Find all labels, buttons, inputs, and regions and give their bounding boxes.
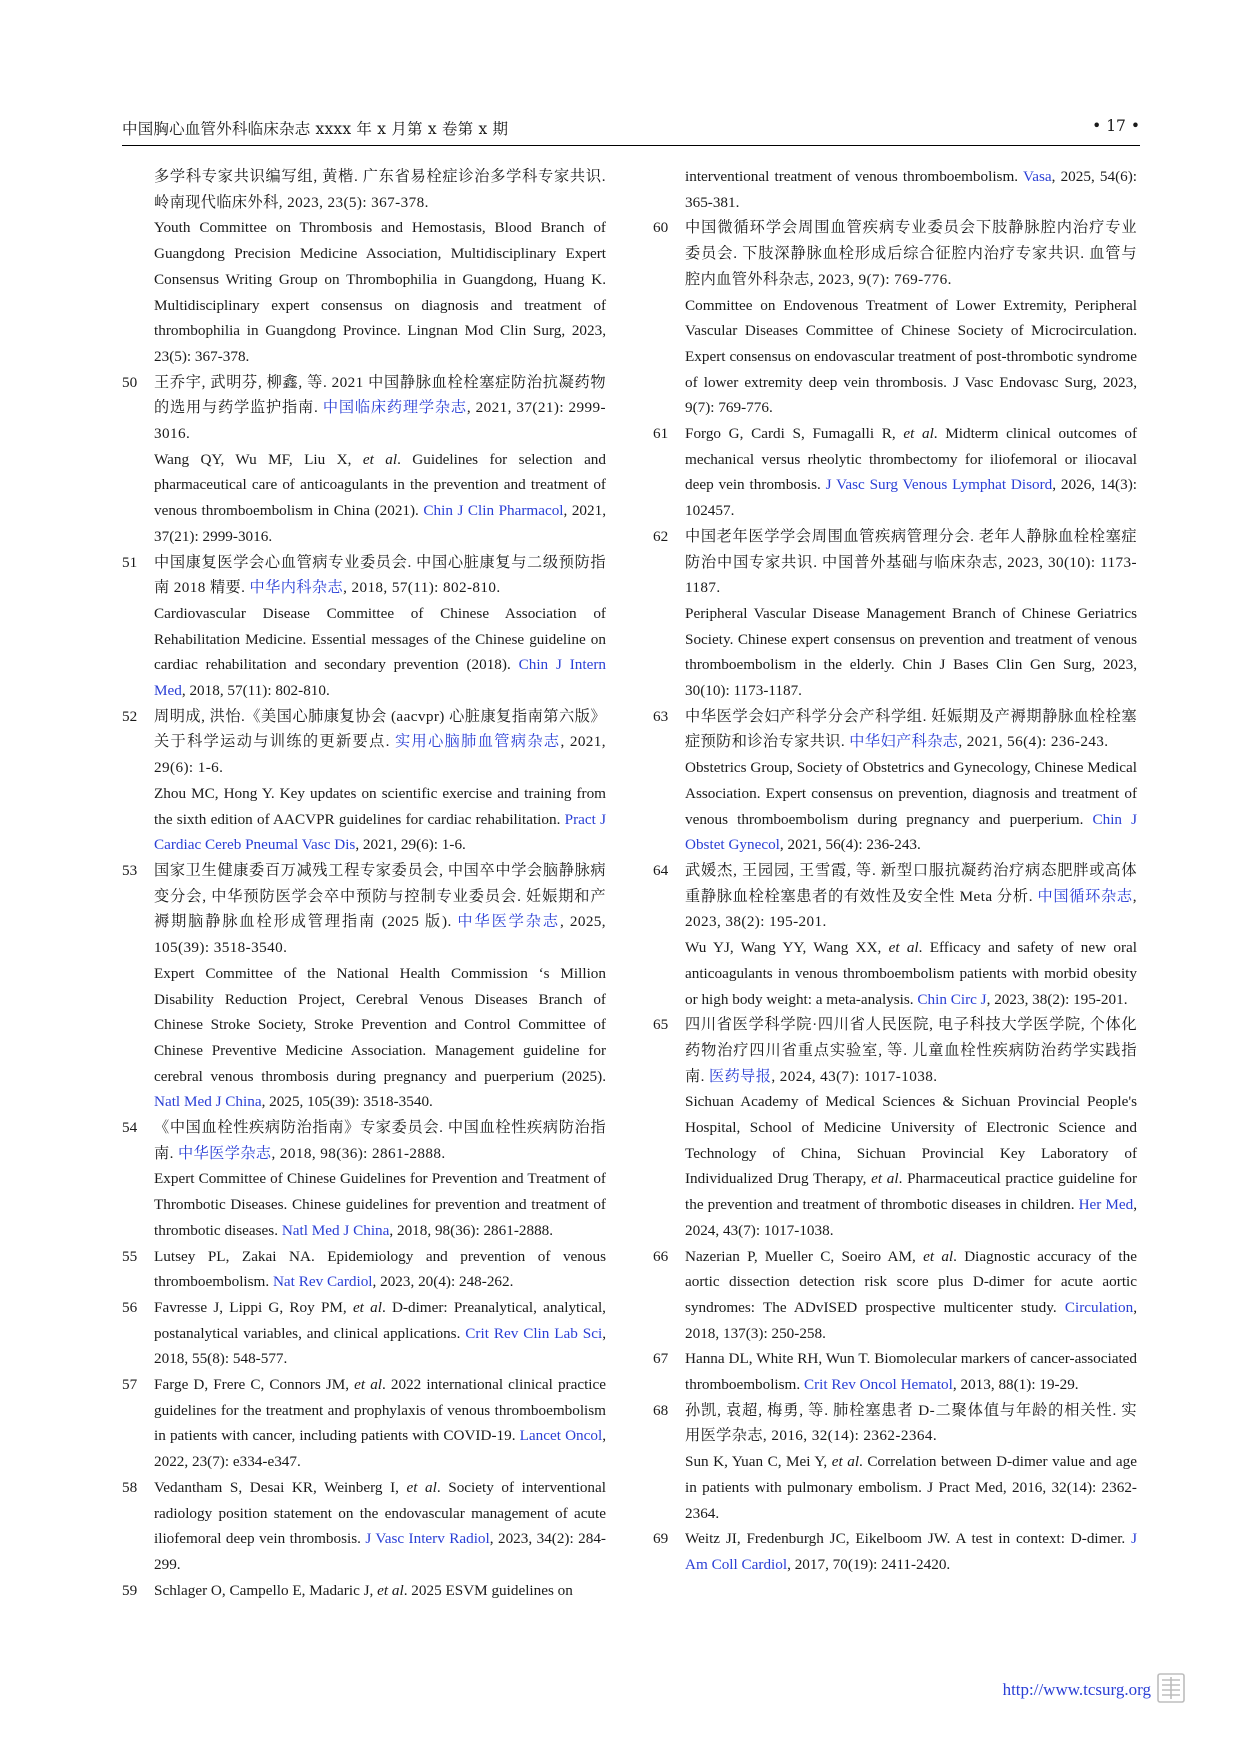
reference-entry — [122, 164, 606, 370]
journal-link[interactable]: Chin J Clin Pharmacol — [423, 502, 564, 520]
journal-link[interactable]: Chin J Intern Med — [154, 656, 606, 700]
reference-number: 50 — [122, 373, 138, 391]
reference-entry — [653, 1398, 1137, 1527]
citation-chinese — [685, 1012, 1137, 1089]
et-al-text: et al — [362, 450, 398, 468]
reference-number: 65 — [653, 1016, 669, 1034]
citation-text: 孙凯, 袁超, 梅勇, 等. 肺栓塞患者 D-二聚体值与年龄的相关性. 实用医学杂志, 2016, 32(14): 2362-2364. — [685, 1401, 1137, 1445]
reference-number: 63 — [653, 707, 669, 725]
journal-link[interactable]: 中华医学杂志 — [177, 1144, 272, 1162]
reference-entry — [653, 1526, 1137, 1577]
reference-entry — [653, 215, 1137, 421]
reference-number: 69 — [653, 1530, 669, 1548]
citation-chinese — [154, 1115, 606, 1166]
journal-logo-icon — [1156, 1672, 1186, 1704]
citation-text: 中国康复医学会心血管病专业委员会. 中国心脏康复与二级预防指南 2018 精要. — [154, 553, 606, 597]
citation-english — [685, 164, 1137, 215]
citation-text: Weitz JI, Fredenburgh JC, Eikelboom JW. A test in context: D-dimer. — [685, 1530, 1132, 1548]
citation-chinese — [154, 370, 606, 447]
citation-text: , 2025, 105(39): 3518-3540. — [261, 1093, 433, 1111]
citation-chinese — [685, 1398, 1137, 1449]
et-al-text: et al — [352, 1298, 382, 1316]
citation-english — [685, 293, 1137, 422]
citation-text: , 2022, 23(7): e334-e347. — [154, 1427, 606, 1471]
et-al-text: et al — [871, 1170, 899, 1188]
citation-english — [154, 601, 606, 704]
journal-link[interactable]: Chin J Obstet Gynecol — [685, 810, 1138, 854]
journal-link[interactable]: 中国临床药理学杂志 — [322, 399, 467, 417]
citation-text: , 2025, 54(6): 365-381. — [685, 168, 1137, 211]
journal-link[interactable]: J Am Coll Cardiol — [685, 1530, 1137, 1573]
citation-text: , 2017, 70(19): 2411-2420. — [787, 1555, 951, 1573]
journal-link[interactable]: J Vasc Interv Radiol — [365, 1530, 490, 1548]
et-al-text: et al — [377, 1581, 404, 1599]
citation-chinese — [685, 524, 1137, 601]
reference-entry — [653, 524, 1137, 704]
citation-text: 中国微循环学会周围血管疾病专业委员会下肢静脉腔内治疗专业委员会. 下肢深静脉血栓形成后综合征腔内治疗专家共识. 血管与腔内血管外科杂志, 2023, 9(7): 769-776. — [685, 219, 1137, 288]
citation-text: Vedantham S, Desai KR, Weinberg I, — [154, 1478, 407, 1496]
citation-english — [154, 1578, 606, 1604]
citation-text: . Diagnostic accuracy of the aortic dissection detection risk score plus D-dimer for acute aortic syndromes: The ADvISED prospective multicenter study. — [685, 1247, 1137, 1316]
journal-link[interactable]: 实用心脑肺血管病杂志 — [395, 733, 561, 751]
citation-text: 四川省医学科学院·四川省人民医院, 电子科技大学医学院, 个体化药物治疗四川省重点实验室, 等. 儿童血栓性疾病防治药学实践指南. — [685, 1016, 1137, 1085]
citation-text: Schlager O, Campello E, Madaric J, — [154, 1581, 378, 1599]
citation-text: , 2021, 56(4): 236-243. — [779, 836, 921, 854]
journal-link[interactable]: J Vasc Surg Venous Lymphat Disord — [825, 476, 1053, 494]
citation-text: , 2018, 98(36): 2861-2888. — [389, 1221, 554, 1239]
citation-text: , 2024, 43(7): 1017-1038. — [685, 1196, 1138, 1239]
citation-text: Obstetrics Group, Society of Obstetrics and Gynecology, Chinese Medical Association. Expert consensus on prevention, diagnosis and treatment of venous thromboembolism during pregnancy and puerperium. — [685, 759, 1138, 828]
citation-text: Expert Committee of Chinese Guidelines for Prevention and Treatment of Thrombotic Diseases. Chinese guidelines for prevention and treatment of thrombotic diseases. — [154, 1170, 606, 1239]
citation-english — [154, 1166, 606, 1243]
citation-text: , 2024, 43(7): 1017-1038. — [771, 1067, 938, 1085]
citation-text: , 2023, 38(2): 195-201. — [986, 990, 1128, 1008]
reference-number: 64 — [653, 861, 669, 879]
reference-entry — [122, 1475, 606, 1578]
citation-text: Wu YJ, Wang YY, Wang XX, — [685, 939, 889, 957]
citation-text: , 2018, 98(36): 2861-2888. — [271, 1144, 446, 1162]
et-al-text: et al — [831, 1453, 860, 1471]
citation-text: , 2021, 29(6): 1-6. — [355, 836, 466, 854]
citation-text: , 2021, 29(6): 1-6. — [154, 733, 606, 777]
citation-text: , 2018, 57(11): 802-810. — [343, 579, 501, 597]
reference-number: 51 — [122, 553, 138, 571]
citation-text: interventional treatment of venous thromboembolism. — [685, 168, 1023, 185]
citation-english — [685, 1526, 1137, 1577]
reference-entry — [653, 858, 1137, 1012]
citation-english — [685, 1346, 1137, 1397]
reference-number: 55 — [122, 1247, 138, 1265]
citation-text: Zhou MC, Hong Y. Key updates on scientific exercise and training from the sixth edition of AACVPR guidelines for cardiac rehabilitation. — [154, 784, 606, 828]
reference-entry — [653, 164, 1137, 215]
journal-link[interactable]: Pract J Cardiac Cereb Pneumal Vasc Dis — [154, 810, 607, 854]
citation-text: Youth Committee on Thrombosis and Hemostasis, Blood Branch of Guangdong Precision Medicine Association, Multidisciplinary Expert Consensus Writing Group on Thrombophilia in Guangdong, Huang K. Multidisciplinary expert consensus on diagnosis and treatment of thrombophilia in Guangdong Province. Lingnan Mod Clin Surg, 2023, 23(5): 367-378. — [154, 219, 606, 365]
journal-website-link[interactable]: http://www.tcsurg.org — [1002, 1680, 1151, 1699]
citation-text: . 2022 international clinical practice guidelines for the treatment and prophylaxis of venous thromboembolism in patients with cancer, including patients with COVID-19. — [154, 1376, 606, 1445]
reference-entry — [122, 1244, 606, 1295]
journal-link[interactable]: Natl Med J China — [154, 1093, 262, 1111]
reference-entry — [122, 550, 606, 704]
running-header — [122, 117, 1140, 146]
journal-link[interactable]: 中国循环杂志 — [1037, 887, 1133, 905]
citation-text: , 2018, 57(11): 802-810. — [181, 682, 330, 700]
citation-english — [685, 1449, 1137, 1526]
citation-english — [154, 447, 606, 550]
et-al-text: et al — [406, 1478, 437, 1496]
reference-number: 58 — [122, 1478, 138, 1496]
reference-column-left — [122, 164, 606, 1603]
citation-text: Forgo G, Cardi S, Fumagalli R, — [685, 425, 904, 443]
reference-entry — [653, 421, 1137, 524]
citation-english — [154, 215, 606, 369]
citation-text: . Guidelines for selection and pharmaceutical care of anticoagulants in the prevention and treatment of venous thromboembolism in China (2021). — [154, 450, 606, 520]
citation-text: Sichuan Academy of Medical Sciences & Sichuan Provincial People's Hospital, School of Medicine University of Electronic Science and Technology of China, Sichuan Provincial Key Laboratory of Individualized Drug Therapy, — [685, 1093, 1137, 1188]
citation-chinese — [154, 858, 606, 961]
citation-text: , 2018, 137(3): 250-258. — [685, 1298, 1137, 1342]
et-al-text: et al — [354, 1376, 383, 1394]
citation-english — [685, 755, 1137, 858]
citation-english — [685, 1244, 1137, 1347]
reference-entry — [653, 1346, 1137, 1397]
citation-text: 周明成, 洪怡.《美国心肺康复协会 (aacvpr) 心脏康复指南第六版》关于科学运动与训练的更新要点. — [154, 707, 606, 751]
reference-number: 66 — [653, 1247, 669, 1265]
citation-text: 王乔宇, 武明芬, 柳鑫, 等. 2021 中国静脉血栓栓塞症防治抗凝药物的选用与药学监护指南. — [154, 373, 606, 417]
reference-number: 56 — [122, 1298, 138, 1316]
journal-link[interactable]: 医药导报 — [708, 1067, 772, 1085]
reference-number: 53 — [122, 861, 138, 879]
journal-link[interactable]: Nat Rev Cardiol — [272, 1273, 373, 1291]
citation-chinese — [685, 704, 1137, 755]
citation-text: 武媛杰, 王园园, 王雪霞, 等. 新型口服抗凝药治疗病态肥胖或高体重静脉血栓栓塞患者的有效性及安全性 Meta 分析. — [685, 861, 1137, 905]
reference-entry — [653, 1012, 1137, 1243]
citation-text: Committee on Endovenous Treatment of Lower Extremity, Peripheral Vascular Diseases Committee of Chinese Society of Microcirculation. Expert consensus on endovascular treatment of post-thrombotic syndrome of lower extremity deep vein thrombosis. J Vasc Endovasc Surg, 2023, 9(7): 769-776. — [685, 296, 1137, 417]
citation-text: , 2023, 20(4): 248-262. — [372, 1273, 514, 1291]
citation-text: Wang QY, Wu MF, Liu X, — [154, 450, 363, 468]
reference-entry — [122, 1372, 606, 1475]
citation-text: , 2021, 37(21): 2999-3016. — [154, 399, 606, 443]
citation-text: Hanna DL, White RH, Wun T. Biomolecular markers of cancer-associated thromboembolism. — [685, 1350, 1137, 1394]
reference-entry — [122, 704, 606, 858]
citation-text: , 2023, 34(2): 284-299. — [154, 1530, 606, 1573]
citation-text: Sun K, Yuan C, Mei Y, — [685, 1453, 832, 1471]
citation-english — [685, 421, 1137, 524]
reference-number: 57 — [122, 1376, 138, 1394]
citation-text: 多学科专家共识编写组, 黄楷. 广东省易栓症诊治多学科专家共识. 岭南现代临床外科, 2023, 23(5): 367-378. — [154, 168, 606, 211]
citation-text: 国家卫生健康委百万减残工程专家委员会, 中国卒中学会脑静脉病变分会, 中华预防医学会卒中预防与控制专业委员会. 妊娠期和产褥期脑静脉血栓形成管理指南 (2025 版). — [154, 861, 606, 931]
citation-text: , 2021, 37(21): 2999-3016. — [154, 502, 607, 545]
page-number: • 17 • — [1092, 117, 1140, 135]
reference-number: 52 — [122, 707, 138, 725]
citation-text: . Midterm clinical outcomes of mechanical versus rheolytic thrombectomy for iliofemoral or iliocaval deep vein thrombosis. — [685, 425, 1137, 494]
citation-chinese — [685, 858, 1137, 935]
citation-chinese — [685, 215, 1137, 292]
reference-entry — [122, 1115, 606, 1244]
citation-text: , 2023, 38(2): 195-201. — [685, 887, 1137, 931]
journal-link[interactable]: Vasa — [1022, 168, 1052, 185]
et-al-text: et al — [923, 1247, 954, 1265]
citation-english — [154, 781, 606, 858]
citation-text: 中华医学会妇产科学分会产科学组. 妊娠期及产褥期静脉血栓栓塞症预防和诊治专家共识. — [685, 707, 1137, 751]
citation-text: , 2018, 55(8): 548-577. — [154, 1324, 606, 1368]
citation-chinese — [154, 164, 606, 215]
citation-text: . Efficacy and safety of new oral anticoagulants in venous thromboembolism patients with morbid obesity or high body weight: a meta-analysis. — [685, 939, 1138, 1008]
journal-link[interactable]: Lancet Oncol — [519, 1427, 603, 1445]
citation-text: Cardiovascular Disease Committee of Chinese Association of Rehabilitation Medicine. Essential messages of the Chinese guideline on cardiac rehabilitation and secondary prevention (2018). — [154, 604, 606, 674]
journal-link[interactable]: Crit Rev Oncol Hematol — [803, 1376, 953, 1394]
journal-link[interactable]: Natl Med J China — [281, 1221, 390, 1239]
reference-entry — [653, 704, 1137, 858]
et-al-text: et al — [903, 425, 934, 443]
citation-text: . D-dimer: Preanalytical, analytical, postanalytical variables, and clinical applications. — [154, 1298, 606, 1342]
citation-text: Farge D, Frere C, Connors JM, — [154, 1376, 355, 1394]
reference-entry — [653, 1244, 1137, 1347]
journal-link[interactable]: Chin Circ J — [917, 990, 987, 1008]
journal-link[interactable]: 中华妇产科杂志 — [849, 733, 959, 751]
citation-text: 《中国血栓性疾病防治指南》专家委员会. 中国血栓性疾病防治指南. — [154, 1119, 606, 1162]
reference-number: 59 — [122, 1581, 138, 1599]
journal-link[interactable]: 中华医学杂志 — [457, 913, 560, 931]
citation-english — [685, 1089, 1137, 1243]
citation-text: . Pharmaceutical practice guideline for the prevention and treatment of thrombotic diseases in children. — [685, 1170, 1138, 1214]
citation-chinese — [154, 550, 606, 601]
citation-text: Lutsey PL, Zakai NA. Epidemiology and prevention of venous thromboembolism. — [154, 1247, 606, 1291]
citation-text: , 2013, 88(1): 19-29. — [952, 1376, 1079, 1394]
citation-english — [154, 1475, 606, 1578]
citation-text: Expert Committee of the National Health Commission ‘s Million Disability Reduction Project, Cerebral Venous Diseases Branch of Chinese Stroke Society, Stroke Prevention and Control Committee of Chinese Preventive Medicine Association. Management guideline for cerebral venous thrombosis during pregnancy and puerperium (2025). — [154, 964, 606, 1085]
reference-number: 68 — [653, 1401, 669, 1419]
reference-number: 60 — [653, 219, 669, 237]
reference-number: 61 — [653, 425, 669, 443]
citation-english — [154, 1244, 606, 1295]
reference-number: 67 — [653, 1350, 669, 1368]
citation-chinese — [154, 704, 606, 781]
citation-english — [685, 935, 1137, 1012]
reference-column-right — [653, 164, 1137, 1578]
citation-text: , 2021, 56(4): 236-243. — [958, 733, 1109, 751]
reference-entry — [122, 1295, 606, 1372]
reference-entry — [122, 1578, 606, 1604]
reference-entry — [122, 370, 606, 550]
citation-english — [154, 961, 606, 1115]
citation-text: Peripheral Vascular Disease Management Branch of Chinese Geriatrics Society. Chinese expert consensus on prevention and treatment of venous thromboembolism in the elderly. Chin J Bases Clin Gen Surg, 2023, 30(10): 1173-1187. — [685, 604, 1137, 700]
journal-link[interactable]: 中华内科杂志 — [249, 579, 344, 597]
journal-link[interactable]: Crit Rev Clin Lab Sci — [465, 1324, 603, 1342]
journal-issue-title: 中国胸心血管外科临床杂志 xxxx 年 x 月第 x 卷第 x 期 — [122, 120, 509, 138]
citation-text: . 2025 ESVM guidelines on — [403, 1581, 573, 1599]
citation-text: . Society of interventional radiology position statement on the endovascular management of acute iliofemoral deep vein thrombosis. — [154, 1478, 606, 1548]
citation-english — [154, 1372, 606, 1475]
et-al-text: et al — [888, 939, 919, 957]
citation-text: , 2026, 14(3): 102457. — [685, 476, 1137, 520]
citation-english — [154, 1295, 606, 1372]
citation-text: Nazerian P, Mueller C, Soeiro AM, — [685, 1247, 924, 1265]
reference-number: 54 — [122, 1119, 138, 1137]
citation-text: 中国老年医学学会周围血管疾病管理分会. 老年人静脉血栓栓塞症防治中国专家共识. 中国普外基础与临床杂志, 2023, 30(10): 1173-1187. — [685, 527, 1137, 597]
citation-text: , 2025, 105(39): 3518-3540. — [154, 913, 607, 957]
citation-text: . Correlation between D-dimer value and age in patients with pulmonary embolism. J Pract Med, 2016, 32(14): 2362-2364. — [685, 1453, 1138, 1522]
citation-text: Favresse J, Lippi G, Roy PM, — [154, 1298, 353, 1316]
reference-number: 62 — [653, 527, 669, 545]
reference-entry — [122, 858, 606, 1115]
citation-english — [685, 601, 1137, 704]
journal-link[interactable]: Circulation — [1064, 1298, 1134, 1316]
journal-link[interactable]: Her Med — [1078, 1196, 1134, 1214]
